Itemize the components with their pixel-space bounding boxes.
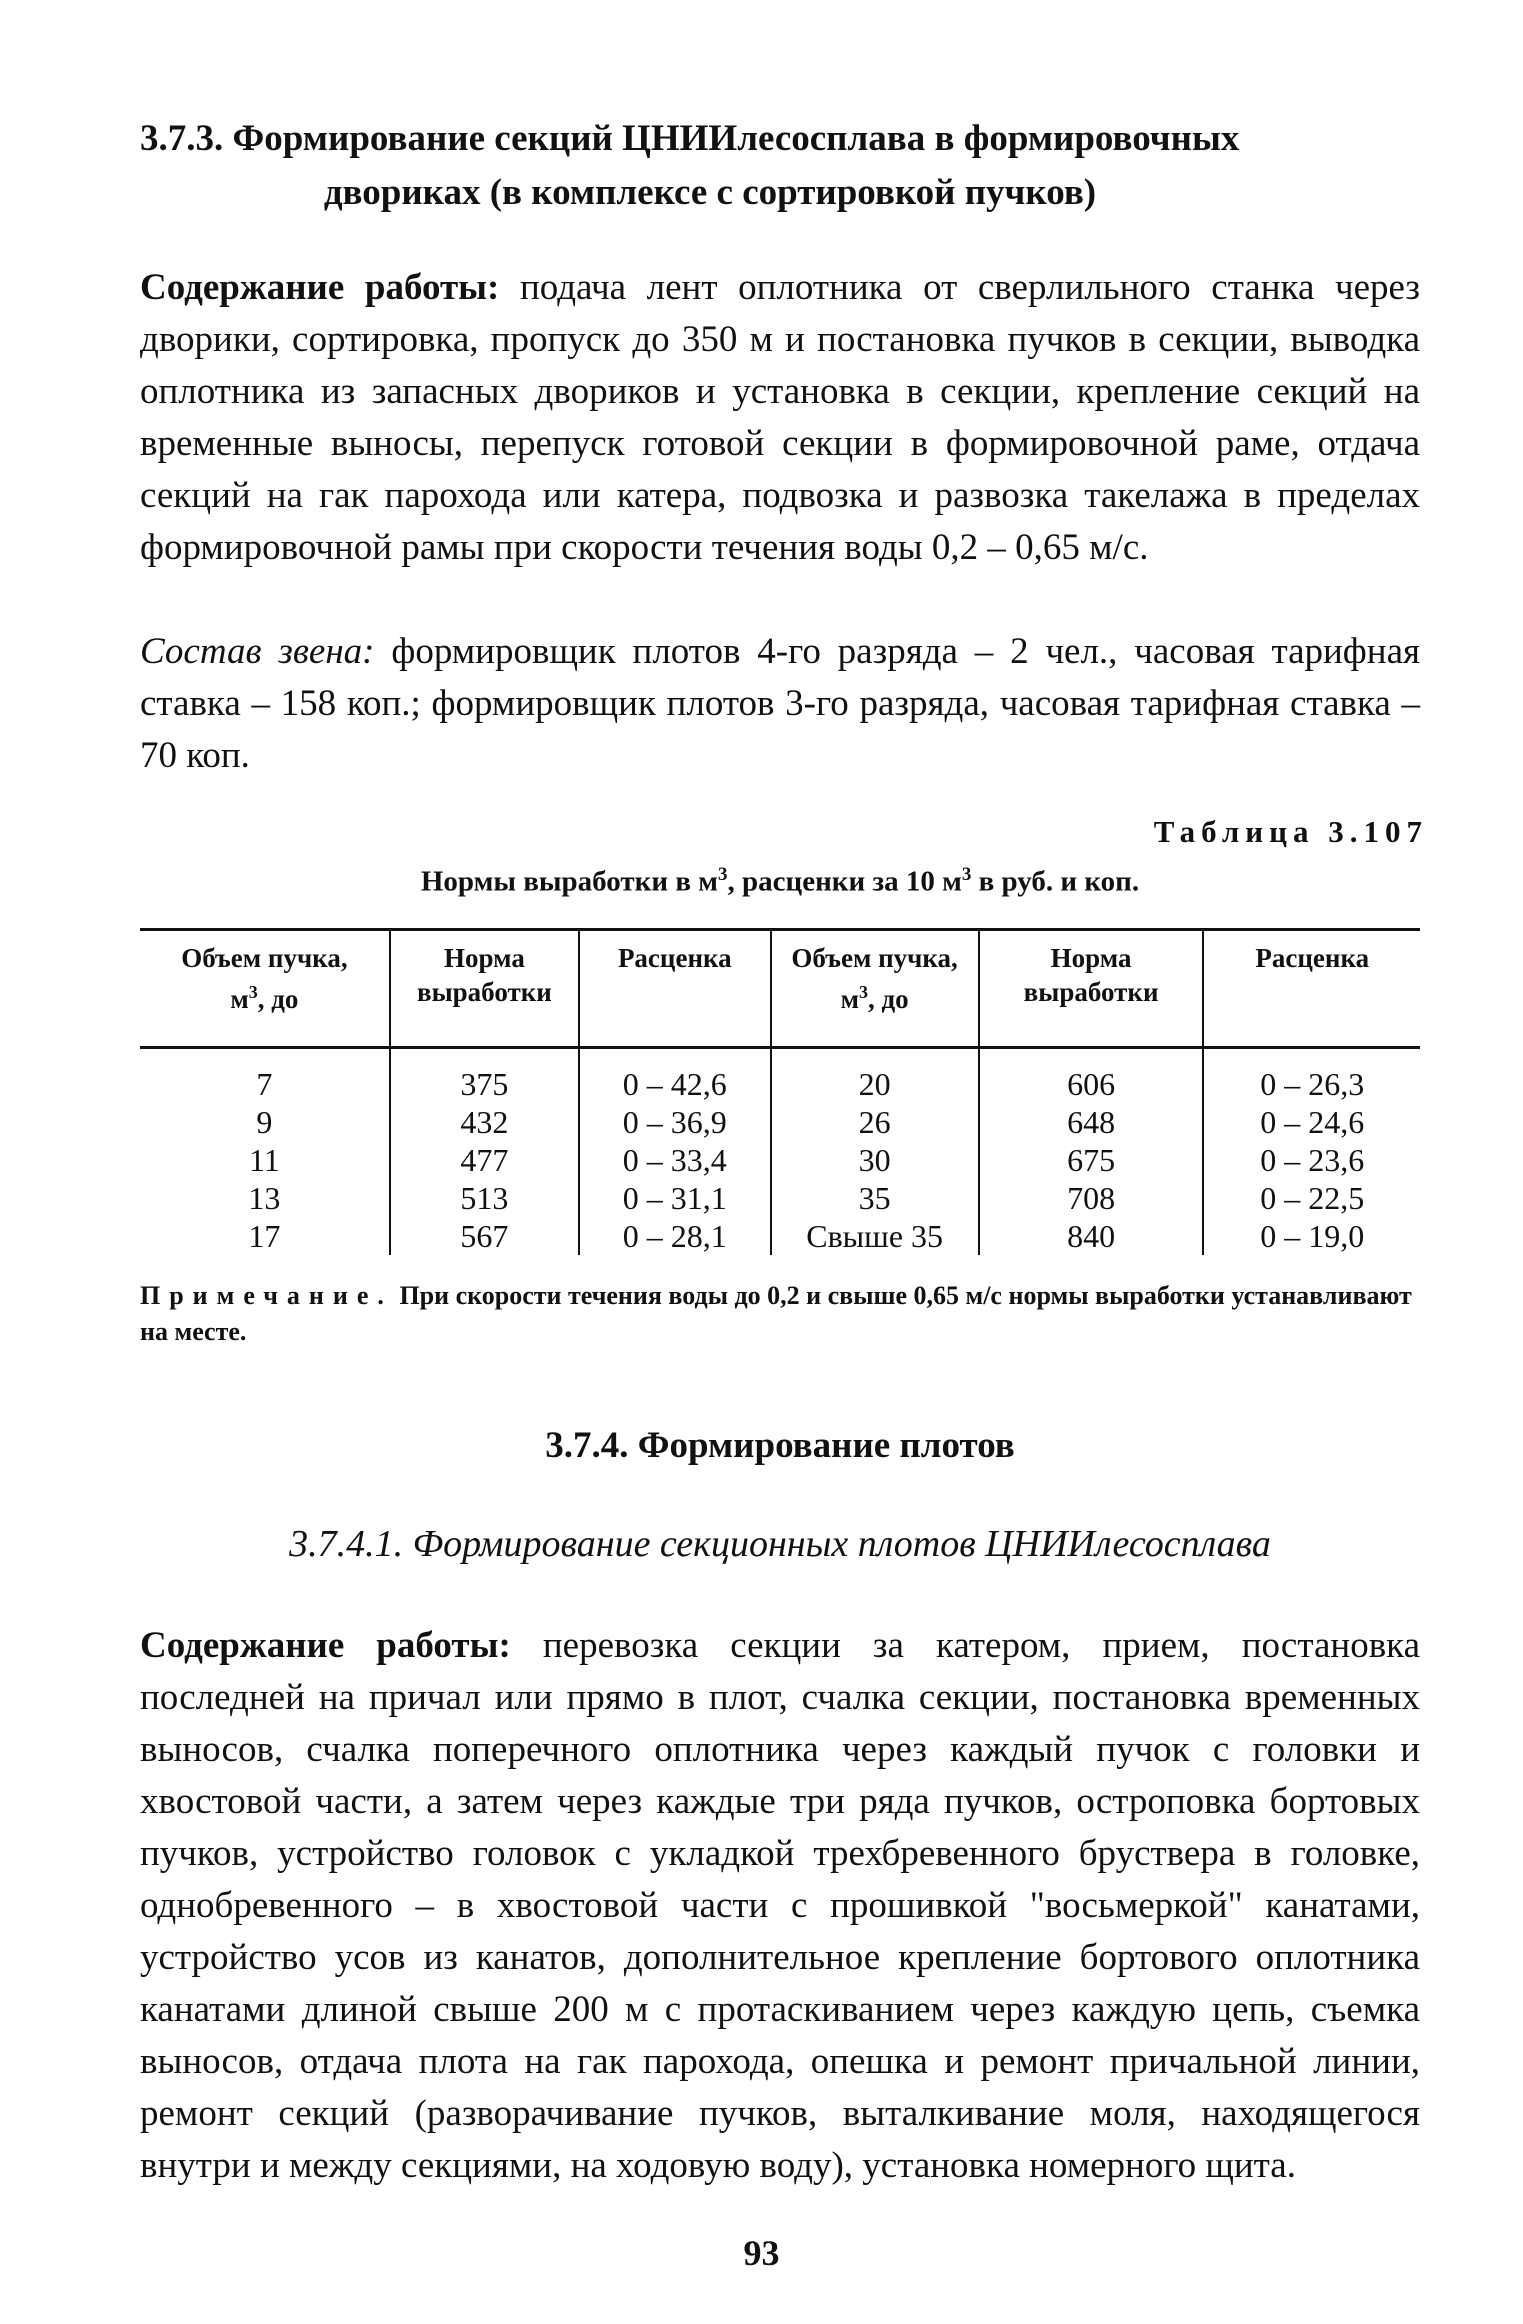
header-norm: Норма выработки	[390, 930, 579, 1048]
section-heading-line2: двориках (в комплексе с сортировкой пучков)	[323, 172, 1097, 213]
header-rate: Расценка	[579, 930, 770, 1048]
table-row: 17 567 0 – 28,1 Свыше 35 840 0 – 19,0	[140, 1217, 1420, 1255]
work-content-lead: Содержание работы:	[140, 267, 500, 308]
work-content-text: подача лент оплотника от сверлильного станка через дворики, сортировка, пропуск до 350 м и постановка пучков в секции, выводка оплотника из запасных двориков и установка в секции, крепление секций на временные выносы, перепуск готовой секции в формировочной раме, отдача секций на гак парохода или катера, подвозка и развозка такелажа в пределах формировочной рамы при скорости течения воды 0,2 – 0,65 м/с.	[140, 267, 1421, 568]
note-text: При скорости течения воды до 0,2 и свыше 0,65 м/с нормы выработки устанавливают на месте.	[140, 1281, 1412, 1346]
note-label: Примечание.	[140, 1281, 393, 1310]
header-volume-2: Объем пучка, $м^3$, до	[771, 930, 979, 1048]
subsection-heading: 3.7.4. Формирование плотов	[545, 1425, 1015, 1466]
crew-paragraph	[140, 626, 1420, 782]
table-row: 11 477 0 – 33,4 30 675 0 – 23,6	[140, 1141, 1420, 1179]
table-title: Нормы выработки в $м^3$, расценки за 10 $м^3$ в руб. и коп.	[420, 864, 1140, 898]
header-norm-2: Норма выработки	[979, 930, 1204, 1048]
header-volume: Объем пучка, $м^3$, до	[140, 930, 390, 1048]
table-row: 9 432 0 – 36,9 26 648 0 – 24,6	[140, 1103, 1420, 1141]
crew-text: формировщик плотов 4-го разряда – 2 чел., часовая тарифная ставка – 158 коп.; формировщик плотов 3-го разряда, часовая тарифная ставка – 70 коп.	[140, 631, 1421, 776]
work-content-text-2: перевозка секции за катером, прием, постановка последней на причал или прямо в плот, счалка секции, постановка временных выносов, счалка поперечного оплотника через каждый пучок с головки и хвостовой части, а затем через каждые три ряда пучков, остроповка бортовых пучков, устройство головок с укладкой трехбревенного бруствера в головке, однобревенного – в хвостовой части с прошивкой "восьмеркой" канатами, устройство усов из канатов, дополнительное крепление бортового оплотника канатами длиной свыше 200 м с протаскиванием через каждую цепь, съемка выносов, отдача плота на гак парохода, опешка и ремонт причальной линии, ремонт секций (разворачивание пучков, выталкивание моля, находящегося внутри и между секциями, на ходовую воду), установка номерного щита.	[140, 1625, 1421, 2186]
table-note	[140, 1278, 1420, 1350]
norms-table	[140, 928, 1420, 1255]
work-content-paragraph	[140, 262, 1420, 574]
table-row: 13 513 0 – 31,1 35 708 0 – 22,5	[140, 1179, 1420, 1217]
work-content-paragraph-2	[140, 1620, 1420, 2192]
section-heading	[140, 112, 1400, 220]
table-header-row	[140, 930, 1420, 1048]
table-row: 7 375 0 – 42,6 20 606 0 – 26,3	[140, 1048, 1420, 1104]
subsubsection-heading: 3.7.4.1. Формирование секционных плотов ЦНИИлесосплава	[289, 1523, 1271, 1565]
page-number: 93	[743, 2233, 780, 2273]
section-heading-line1: 3.7.3. Формирование секций ЦНИИлесосплава в формировочных	[140, 118, 1240, 159]
table-number: Таблица 3.107	[1153, 814, 1428, 849]
crew-lead: Состав звена:	[140, 631, 375, 672]
header-rate-2: Расценка	[1203, 930, 1420, 1048]
work-content-lead-2: Содержание работы:	[140, 1625, 511, 1666]
